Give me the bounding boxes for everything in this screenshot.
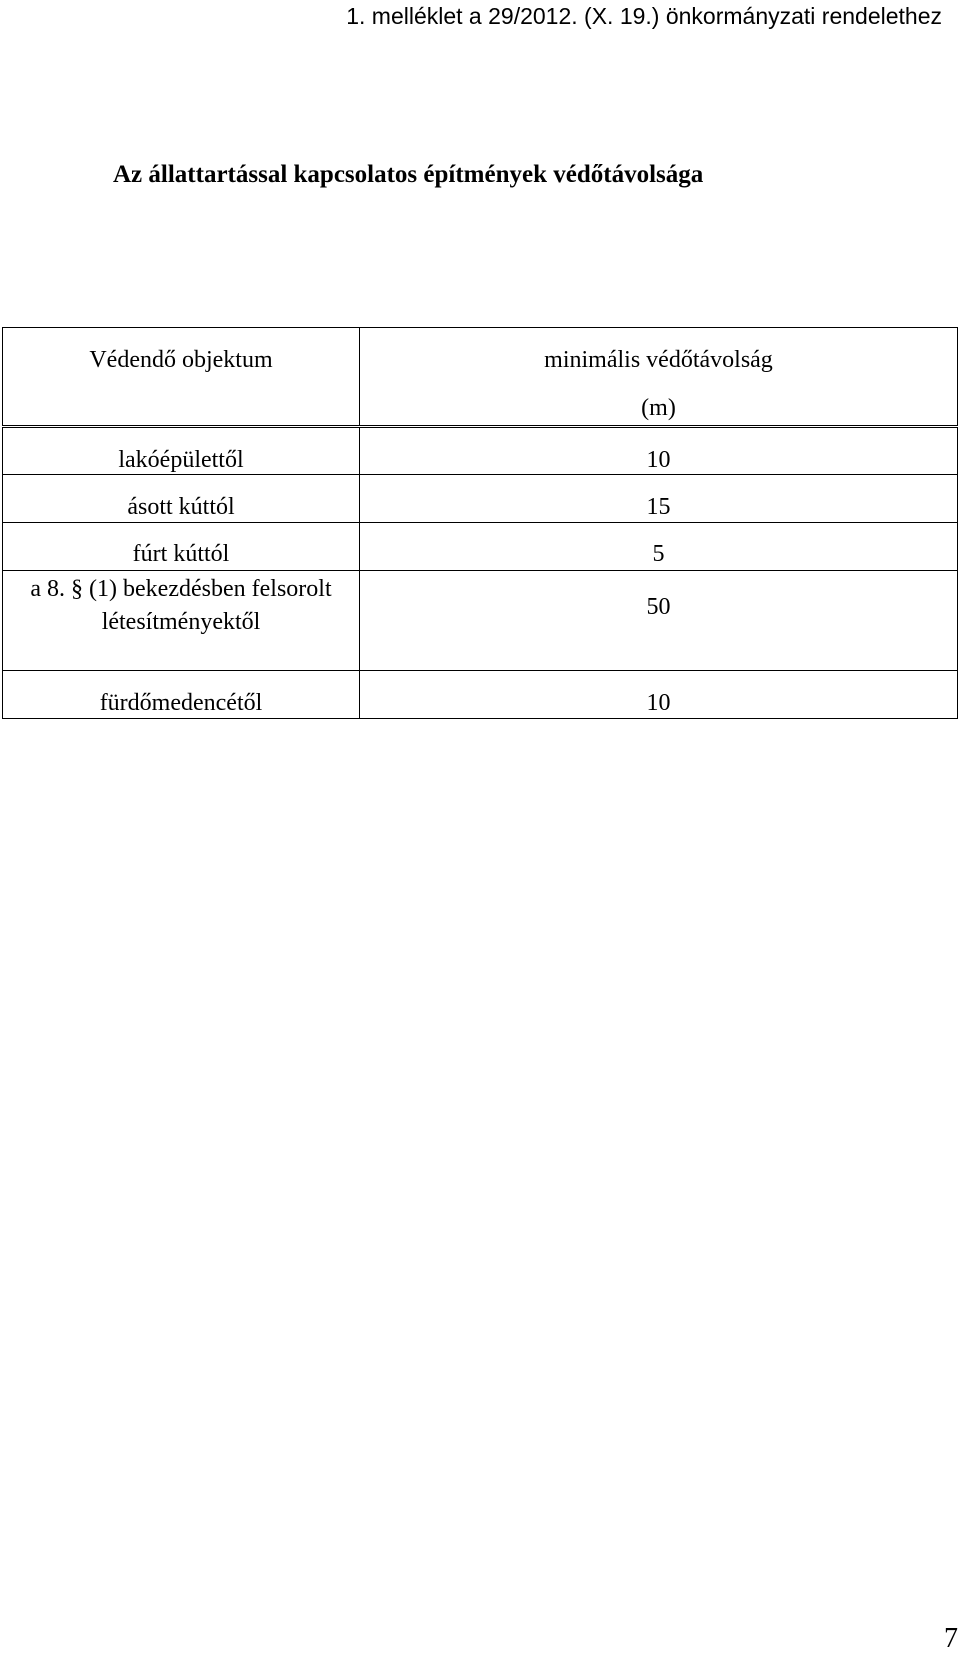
object-cell: ásott kúttól <box>3 475 360 523</box>
object-cell: fürdőmedencétől <box>3 671 360 719</box>
column-header-distance-label: minimális védőtávolság <box>544 347 773 373</box>
distance-cell: 50 <box>360 571 958 671</box>
page-number: 7 <box>944 1623 958 1654</box>
distance-cell: 10 <box>360 671 958 719</box>
annex-reference: 1. melléklet a 29/2012. (X. 19.) önkormányzati rendelethez <box>346 3 942 29</box>
column-header-distance-unit: (m) <box>641 395 676 421</box>
column-header-object: Védendő objektum <box>3 328 360 427</box>
table-row <box>3 671 958 719</box>
object-cell: fúrt kúttól <box>3 523 360 571</box>
table-row <box>3 475 958 523</box>
distance-cell: 10 <box>360 427 958 475</box>
distance-cell: 5 <box>360 523 958 571</box>
table-row <box>3 571 958 671</box>
object-cell: a 8. § (1) bekezdésben felsorolt létesítményektől <box>3 571 360 671</box>
table-header-row <box>3 328 958 427</box>
distance-cell: 15 <box>360 475 958 523</box>
protection-distance-table <box>2 327 958 719</box>
table-row <box>3 427 958 475</box>
column-header-distance <box>360 328 958 427</box>
table-row <box>3 523 958 571</box>
object-cell: lakóépülettől <box>3 427 360 475</box>
document-title: Az állattartással kapcsolatos építmények védőtávolsága <box>113 161 704 188</box>
